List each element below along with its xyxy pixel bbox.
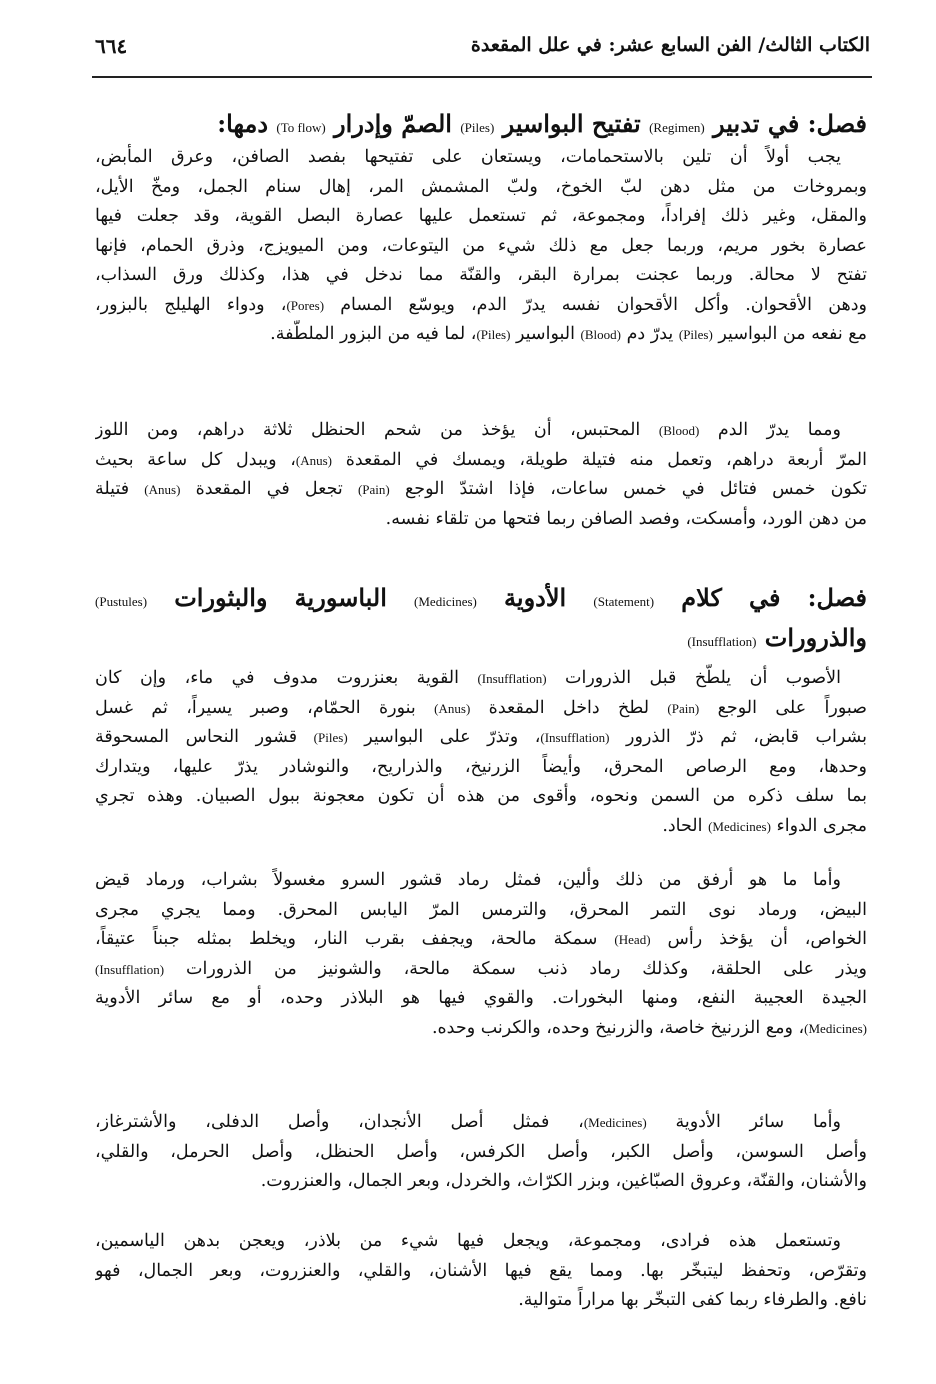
english-gloss: (Medicines) [708,818,771,834]
english-gloss: (Pain) [667,700,700,716]
english-gloss: (Piles) [678,327,713,342]
english-gloss: (Piles) [476,327,511,342]
english-gloss: (Pain) [357,482,390,497]
running-header-title: الكتاب الثالث/ الفن السابع عشر: في علل المقعدة [470,34,870,56]
english-gloss: (To flow) [276,120,326,135]
text-line: وتقرّص، وتحفظ ليتبخّر بها. ومما يقع فيها الأشنان، والقلي، والعنزروت، وبعر الجمال، فهو [95,1260,867,1281]
text-line: من دهن الورد، وأمسكت، وفصد الصافن ربما فتحها من تلقاء نفسه. [385,508,867,529]
paragraph [95,1227,867,1316]
paragraph [95,1108,867,1197]
english-gloss: (Medicines) [804,1020,867,1036]
english-gloss: (Regimen) [649,120,705,135]
text-line: وأما سائر الأدوية (Medicines)، فمثل أصل الأنجدان، وأصل الدفلى، والأشترغاز، [95,1112,842,1132]
text-line: والأشنان، والقنّة، وعروق الصبّاغين، وبزر الكرّاث، والخردل، وبعر الجمال، والعنزروت. [260,1171,867,1191]
heading-line: فصل: في كلام (Statement) الأدوية (Medicines) الباسورية والبثورات (Pustules) [95,583,867,612]
text-line: (Medicines)، ومع الزرنيخ خاصة، والزرنيخ وحده، والكرنب وحده. [431,1017,867,1038]
english-gloss: (Insufflation) [477,671,547,686]
english-gloss: (Medicines) [583,1115,647,1130]
text-line: تكون خمس فتائل في خمس ساعات، فإذا اشتدّ الوجع (Pain) تجعل في المقعدة (Anus) فتيلة [95,479,867,499]
english-gloss: (Anus) [434,700,471,716]
section-heading [95,578,867,658]
paragraph [95,866,867,1043]
english-gloss: (Insufflation) [95,961,165,977]
text-line: والمقل، وغير ذلك إفراداً، ومجموعة، ثم تستعمل عليها عصارة البصل القوية، وقد جعلت فيها [95,206,867,226]
text-line: مع نفعه من البواسير (Piles) يدرّ دم (Blood) البواسير (Piles)، لما فيه من البزور الملطّفة. [270,324,867,344]
english-gloss: (Blood) [580,327,622,342]
running-header [95,34,870,66]
english-gloss: (Pustules) [95,594,148,609]
english-gloss: (Medicines) [414,594,477,609]
text-line: ودهن الأقحوان. وأكل الأقحوان نفسه يدرّ الدم، ويوسّع المسام (Pores)، ودواء الهليلج بالبزور، [95,294,867,315]
text-line: يجب أولاً أن تلين بالاستحمامات، ويستعان على تفتيحها بفصد الصافن، وعرق المأبض، [95,147,841,167]
section-heading [95,104,867,144]
text-line: وأما ما هو أرفق من ذلك وألين، فمثل رماد قشور السرو مغسولاً بشراب، ورماد قيض [95,870,841,890]
english-gloss: (Anus) [295,452,333,468]
heading-line: والذرورات (Insufflation) [687,623,867,652]
text-line: ويذر على الحلقة، وكذلك رماد ذنب سمكة مالحة، والشونيز من الذرورات (Insufflation) [95,958,867,979]
text-line: وأصل السوسن، وأصل الكبر، وأصل الكرفس، وأصل الحنظل، وأصل الحرمل، والقلي، [95,1141,867,1162]
text-line: وبمروخات من مثل دهن لبّ الخوخ، ولبّ المشمش المر، إهال سنام الجمل، ومخّ الأيل، [95,176,867,197]
english-gloss: (Statement) [593,594,655,609]
text-line: الخواص، أن يؤخذ رأس (Head) سمكة مالحة، ويجفف بقرب النار، ويخلط بمثله جبناً عتيقاً، [95,929,867,949]
english-gloss: (Anus) [144,482,181,497]
text-line: وحدها، ومع الرصاص المحرق، وأيضاً الزرنيخ، والذراريح، والنوشادر يذرّ عليها، ويتدارك [95,756,867,777]
english-gloss: (Piles) [460,120,495,135]
text-line: نافع. والطرفاء ربما كفى التبخّر بها مراراً متوالية. [518,1290,867,1310]
text-line: المرّ أربعة دراهم، وتعمل منه فتيلة طويلة، ويمسك في المقعدة (Anus)، ويبدل كل ساعة بحيث [95,449,867,470]
english-gloss: (Pores) [286,297,325,313]
text-line: بشراب قابض، ثم ذرّ الذرور (Insufflation)، وتذرّ على البواسير (Piles) قشور النحاس المسحوقة [95,727,867,747]
english-gloss: (Blood) [658,423,700,438]
text-line: وتستعمل هذه فرادى، ومجموعة، ويجعل فيها شيء من بلاذر، ويعجن بدهن الياسمين، [95,1231,841,1251]
text-line: الأصوب أن يلطّخ قبل الذرورات (Insufflation) القوية بعنزروت مدوف في ماء، وإن كان [95,668,841,688]
text-line: عصارة بخور مريم، وربما جعل مع ذلك شيء من اليتوعات، ومن الميويزج، وذرق الحمام، فإنها [95,235,867,256]
heading-line: فصل: في تدبير (Regimen) تفتيح البواسير (Piles) الصمّ وإدرار (To flow) دمها: [217,109,867,138]
text-line: صبوراً على الوجع (Pain) لطخ داخل المقعدة (Anus) بنورة الحمّام، وصبر يسيراً، ثم غسل [95,697,867,718]
english-gloss: (Head) [614,932,651,947]
page-number: ٦٦٤ [95,34,128,58]
text-line: البيض، ورماد نوى التمر المحرق، والترمس المرّ اليابس المحرق. ومما يجري مجرى [95,899,867,920]
text-line: ومما يدرّ الدم (Blood) المحتبس، أن يؤخذ من شحم الحنظل ثلاثة دراهم، ومن اللوز [95,420,841,440]
english-gloss: (Insufflation) [687,634,757,649]
english-gloss: (Insufflation) [540,730,610,745]
text-line: مجرى الدواء (Medicines) الحاد. [662,815,867,836]
paragraph [95,143,867,350]
paragraph [95,416,867,534]
paragraph [95,664,867,841]
text-line: الجيدة العجيبة النفع، ومنها البخورات. والقوي فيها هو البلاذر وحده، أو مع سائر الأدوية [95,988,867,1008]
text-line: بما سلف ذكره من السمن ونحوه، وأقوى من هذه أن تكون معجونة ببول الصبيان. وهذه تجري [95,786,867,806]
text-line: تفتح لا محالة. وربما عجنت بمرارة البقر، والقنّة مما ندخل في هذا، وكذلك ورق السذاب، [95,265,867,285]
header-divider [92,76,872,78]
english-gloss: (Piles) [313,730,348,745]
